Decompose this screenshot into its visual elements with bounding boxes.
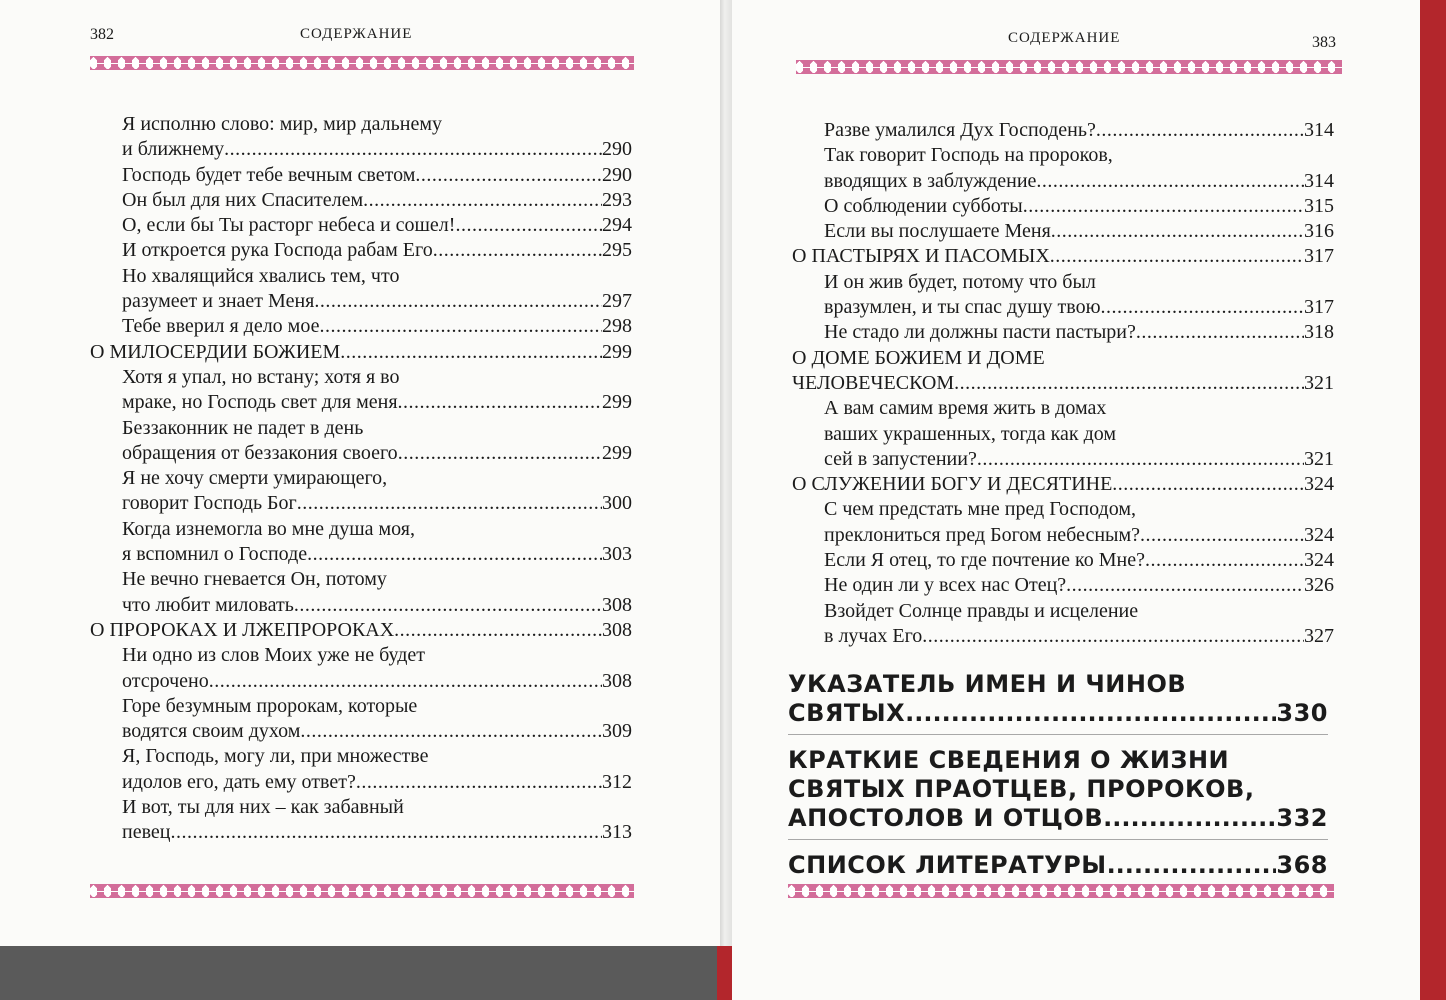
toc-entry-page: 368 [1276, 851, 1328, 879]
toc-entry [792, 143, 1334, 168]
toc-entry [90, 264, 632, 289]
toc-entry-page: 295 [602, 239, 632, 262]
toc-entry [90, 694, 632, 719]
toc-entry-page: 290 [602, 163, 632, 186]
dot-leader [394, 618, 602, 643]
toc-entry [90, 213, 632, 238]
toc-entry [792, 169, 1334, 194]
toc-entry-title: О МИЛОСЕРДИИ БОЖИЕМ [90, 340, 341, 363]
book-gutter [720, 0, 732, 946]
dot-leader [340, 340, 602, 365]
dot-leader [398, 441, 602, 466]
toc-entry-title: Тебе вверил я дело мое [122, 315, 320, 338]
toc-entry [792, 548, 1334, 573]
left-page [0, 0, 720, 946]
toc-entry-page: 312 [602, 770, 632, 793]
toc-entry-page: 299 [602, 391, 632, 414]
dot-leader [1101, 295, 1304, 320]
dot-leader [363, 188, 602, 213]
dot-leader [415, 163, 602, 188]
toc-entry-title: обращения от беззакония своего [122, 441, 398, 464]
dot-leader [319, 314, 602, 339]
toc-entry-title: ваших украшенных, тогда как дом [824, 422, 1117, 445]
dot-leader [314, 289, 602, 314]
running-head-left: СОДЕРЖАНИЕ [300, 26, 413, 42]
toc-entry-page: 330 [1276, 699, 1328, 727]
toc-entry-title: О СЛУЖЕНИИ БОГУ И ДЕСЯТИНЕ [792, 473, 1113, 496]
toc-entry-title: КРАТКИЕ СВЕДЕНИЯ О ЖИЗНИ [788, 746, 1230, 774]
toc-left [90, 112, 632, 846]
toc-entry-title: СВЯТЫХ [788, 699, 906, 727]
toc-entry-page: 290 [602, 138, 632, 161]
toc-right [792, 118, 1334, 649]
toc-entry-title: Но хвалящийся хвались тем, что [122, 264, 400, 287]
dot-leader [977, 447, 1304, 472]
page-number-left: 382 [90, 26, 114, 43]
toc-entry [90, 289, 632, 314]
toc-entry [792, 320, 1334, 345]
toc-entry-title: О ПАСТЫРЯХ И ПАСОМЫХ [792, 245, 1050, 268]
toc-entry [90, 112, 632, 137]
toc-entry-page: 315 [1304, 194, 1334, 217]
toc-entry-page: 309 [602, 720, 632, 743]
toc-entry-title: сей в запустении? [824, 447, 977, 470]
toc-entry-title: СВЯТЫХ ПРАОТЦЕВ, ПРОРОКОВ, [788, 775, 1255, 803]
toc-entry-page: 293 [602, 188, 632, 211]
toc-entry-title: И он жив будет, потому что был [824, 270, 1096, 293]
dot-leader [307, 542, 602, 567]
toc-entry [90, 416, 632, 441]
toc-entry-title: О, если бы Ты расторг небеса и сошел! [122, 214, 456, 237]
binding-edge [717, 946, 733, 1000]
toc-entry-page: 300 [602, 492, 632, 515]
toc-entry-page: 299 [602, 441, 632, 464]
toc-entry-title: Горе безумным пророкам, которые [122, 694, 418, 717]
toc-entry [792, 523, 1334, 548]
dot-leader [1096, 118, 1304, 143]
toc-entry-title: Я исполню слово: мир, мир дальнему [122, 113, 442, 135]
toc-entry-title: Если вы послушаете Меня [824, 220, 1051, 243]
toc-entry-page: 317 [1304, 245, 1334, 268]
toc-entry-title: Я не хочу смерти умирающего, [122, 467, 388, 490]
toc-entry-title: что любит миловать [122, 593, 294, 616]
toc-entry-page: 314 [1304, 119, 1334, 141]
toc-entry-title: Он был для них Спасителем [122, 188, 364, 211]
toc-entry [90, 744, 632, 769]
toc-entry-title: СПИСОК ЛИТЕРАТУРЫ [788, 851, 1107, 879]
dot-leader [1140, 523, 1304, 548]
toc-entry [792, 219, 1334, 244]
toc-entry-title: А вам самим время жить в домах [824, 397, 1107, 420]
toc-entry [90, 365, 632, 390]
toc-entry-title: Если Я отец, то где почтение ко Мне? [824, 549, 1145, 572]
toc-entry [90, 669, 632, 694]
running-head-right: СОДЕРЖАНИЕ [1008, 30, 1121, 46]
major-section [788, 670, 1328, 735]
toc-entry [792, 624, 1334, 649]
toc-entry [90, 820, 632, 845]
dot-leader [433, 238, 602, 263]
toc-entry [90, 314, 632, 339]
major-section [788, 746, 1328, 840]
dot-leader [209, 669, 602, 694]
toc-entry-title: водятся своим духом [122, 720, 301, 743]
toc-entry-title: Ни одно из слов Моих уже не будет [122, 644, 426, 667]
toc-entry [90, 137, 632, 162]
toc-entry [90, 491, 632, 516]
toc-entry-page: 303 [602, 543, 632, 566]
toc-entry-page: 297 [602, 290, 632, 313]
toc-entry-title: О ПРОРОКАХ И ЛЖЕПРОРОКАХ [90, 618, 395, 641]
toc-entry-title: Не вечно гневается Он, потому [122, 568, 387, 591]
toc-entry-page: 326 [1304, 574, 1334, 597]
toc-entry [792, 371, 1334, 396]
toc-entry-page: 308 [602, 593, 632, 616]
ornament-bottom-right [788, 884, 1334, 898]
toc-entry-title: говорит Господь Бог [122, 492, 297, 515]
toc-entry [792, 447, 1334, 472]
toc-entry-title: разумеет и знает Меня [122, 290, 315, 313]
toc-entry-title: преклониться пред Богом небесным? [824, 523, 1140, 546]
dot-leader [171, 820, 603, 845]
dot-leader [455, 213, 602, 238]
toc-major-sections [788, 670, 1328, 897]
toc-entry-page: 324 [1304, 473, 1334, 496]
toc-entry [792, 270, 1334, 295]
toc-entry-page: 321 [1304, 447, 1334, 470]
toc-entry [792, 599, 1334, 624]
book-cover-edge [1420, 0, 1446, 1000]
toc-entry [90, 163, 632, 188]
toc-entry-page: 308 [602, 618, 632, 641]
toc-entry-title: Я, Господь, могу ли, при множестве [122, 745, 429, 768]
ornament-top-right [796, 60, 1342, 74]
toc-entry-title: Когда изнемогла во мне душа моя, [122, 517, 415, 540]
dot-leader [1023, 194, 1304, 219]
ornament-bottom-left [90, 884, 634, 898]
toc-entry [90, 188, 632, 213]
toc-entry-page: 298 [602, 315, 632, 338]
dot-leader [300, 719, 602, 744]
toc-entry-title: я вспомнил о Господе [122, 543, 308, 566]
toc-entry [792, 422, 1334, 447]
toc-entry [792, 346, 1334, 371]
toc-entry [90, 643, 632, 668]
dot-leader [922, 624, 1304, 649]
toc-entry [90, 238, 632, 263]
toc-entry-page: 294 [602, 214, 632, 237]
toc-entry-page: 321 [1304, 371, 1334, 394]
toc-entry [792, 295, 1334, 320]
toc-entry-title: идолов его, дать ему ответ? [122, 770, 356, 793]
page-number-right: 383 [1312, 34, 1336, 51]
major-section [788, 851, 1328, 886]
dot-leader [1036, 169, 1304, 194]
toc-entry-page: 313 [602, 821, 632, 844]
toc-entry [788, 699, 1328, 728]
toc-entry-title: Беззаконник не падет в день [122, 416, 364, 439]
dot-leader [1066, 573, 1304, 598]
toc-entry-title: Не один ли у всех нас Отец? [824, 574, 1067, 597]
toc-entry-page: 324 [1304, 549, 1334, 572]
dot-leader [224, 137, 602, 162]
toc-entry-title: вводящих в заблуждение [824, 169, 1037, 192]
toc-entry [90, 567, 632, 592]
toc-entry [90, 340, 632, 365]
toc-entry [792, 497, 1334, 522]
dot-leader [1107, 851, 1277, 880]
dot-leader [1112, 472, 1304, 497]
background-shadow [0, 946, 717, 1000]
toc-entry [792, 244, 1334, 269]
toc-entry-page: 299 [602, 340, 632, 363]
toc-entry-title: О ДОМЕ БОЖИЕМ И ДОМЕ [792, 346, 1045, 369]
toc-entry-page: 332 [1276, 804, 1328, 832]
dot-leader [1050, 244, 1304, 269]
toc-entry [788, 670, 1328, 699]
dot-leader [1051, 219, 1304, 244]
dot-leader [954, 371, 1304, 396]
dot-leader [1136, 320, 1304, 345]
toc-entry [792, 472, 1334, 497]
toc-entry-title: Так говорит Господь на пророков, [824, 144, 1113, 167]
toc-entry [90, 466, 632, 491]
toc-entry-title: Господь будет тебе вечным светом [122, 163, 416, 186]
toc-entry-page: 314 [1304, 169, 1334, 192]
toc-entry [90, 770, 632, 795]
toc-entry [90, 618, 632, 643]
toc-entry [788, 804, 1328, 833]
toc-entry-title: певец [122, 821, 171, 844]
dot-leader [297, 491, 602, 516]
toc-entry [90, 542, 632, 567]
toc-entry-page: 324 [1304, 523, 1334, 546]
dot-leader [356, 770, 602, 795]
toc-entry-title: И вот, ты для них – как забавный [122, 796, 404, 819]
dot-leader [905, 699, 1276, 728]
toc-entry [90, 441, 632, 466]
toc-entry [792, 396, 1334, 421]
toc-entry-title: и ближнему [122, 138, 225, 161]
toc-entry [792, 118, 1334, 143]
toc-entry [788, 746, 1328, 775]
right-page [732, 0, 1420, 1000]
toc-entry-page: 327 [1304, 624, 1334, 647]
toc-entry [90, 390, 632, 415]
toc-entry [90, 517, 632, 542]
toc-entry-page: 316 [1304, 220, 1334, 243]
toc-entry-page: 318 [1304, 321, 1334, 344]
toc-entry-page: 317 [1304, 296, 1334, 319]
toc-entry-title: О соблюдении субботы [824, 194, 1023, 217]
toc-entry-title: УКАЗАТЕЛЬ ИМЕН И ЧИНОВ [788, 670, 1187, 698]
toc-entry [90, 795, 632, 820]
toc-entry-page: 308 [602, 669, 632, 692]
dot-leader [1103, 804, 1276, 833]
dot-leader [398, 390, 602, 415]
toc-entry-title: в лучах Его [824, 624, 923, 647]
toc-entry-title: ЧЕЛОВЕЧЕСКОМ [792, 371, 955, 394]
dot-leader [1145, 548, 1304, 573]
toc-entry-title: И откроется рука Господа рабам Его [122, 239, 433, 262]
toc-entry-title: отсрочено [122, 669, 209, 692]
toc-entry-title: Взойдет Солнце правды и исцеление [824, 599, 1139, 622]
toc-entry-title: С чем предстать мне пред Господом, [824, 498, 1136, 521]
toc-entry [792, 194, 1334, 219]
dot-leader [294, 593, 602, 618]
toc-entry [90, 593, 632, 618]
toc-entry-title: Разве умалился Дух Господень? [824, 119, 1096, 141]
toc-entry-title: АПОСТОЛОВ И ОТЦОВ [788, 804, 1104, 832]
toc-entry [792, 573, 1334, 598]
toc-entry-title: мраке, но Господь свет для меня [122, 391, 398, 414]
toc-entry [788, 851, 1328, 880]
toc-entry-title: вразумлен, и ты спас душу твою [824, 296, 1101, 319]
toc-entry-title: Не стадо ли должны пасти пастыри? [824, 321, 1136, 344]
toc-entry-title: Хотя я упал, но встану; хотя я во [122, 365, 400, 388]
toc-entry [90, 719, 632, 744]
toc-entry [788, 775, 1328, 804]
ornament-top-left [90, 56, 634, 70]
